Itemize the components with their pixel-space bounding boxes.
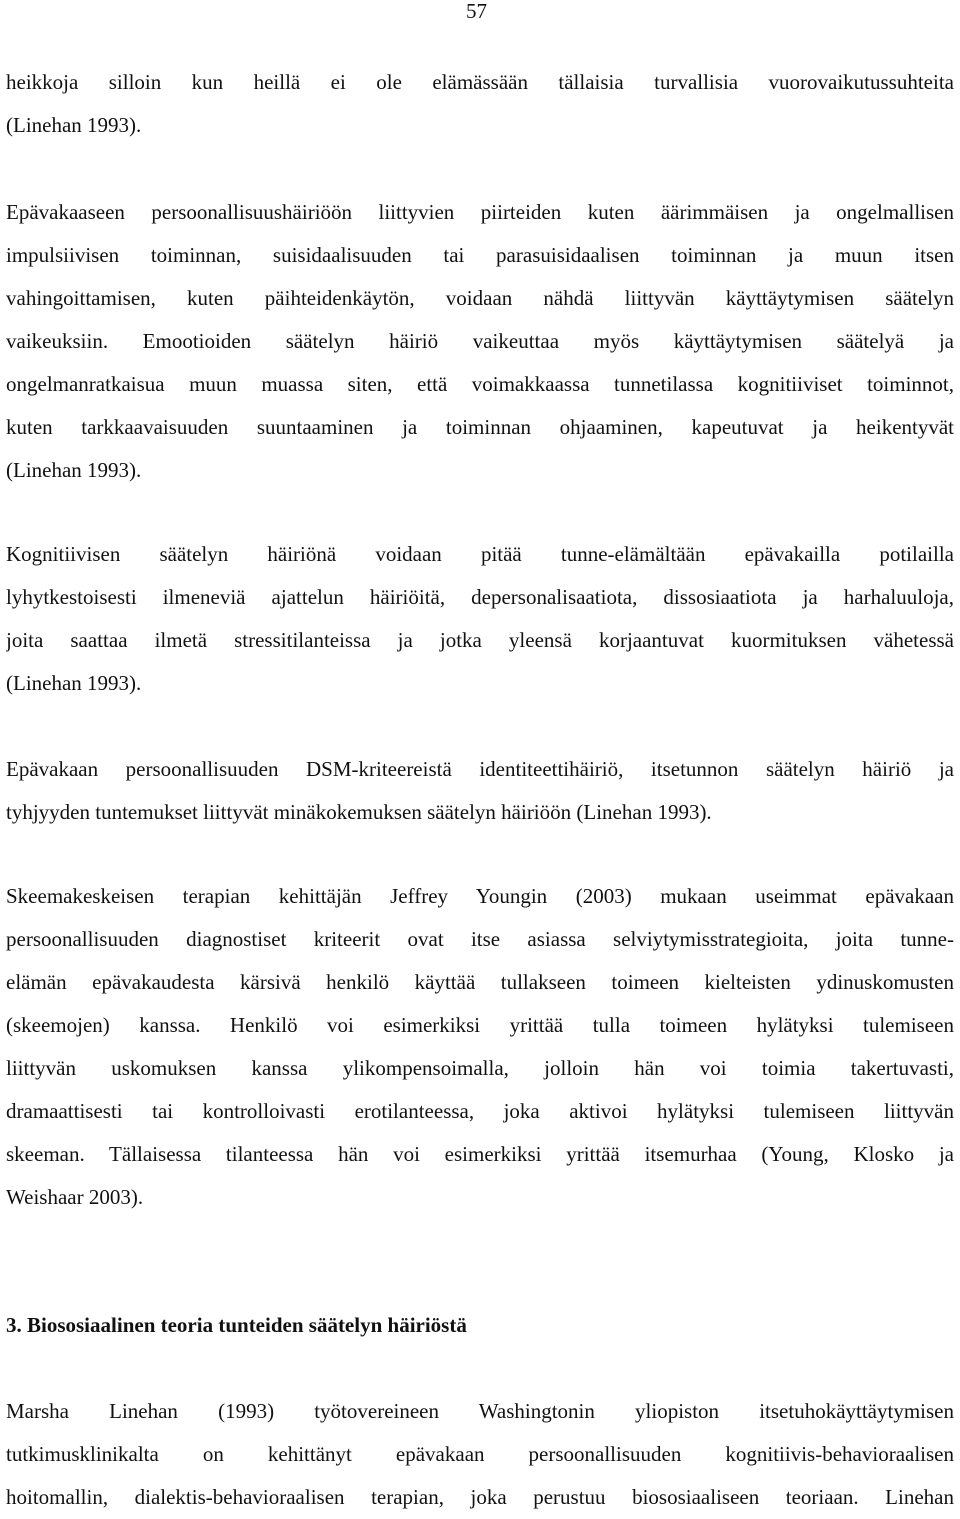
paragraph-5 xyxy=(6,875,954,1219)
text-line: liittyvän uskomuksen kanssa ylikompensoimalla, jolloin hän voi toimia takertuvasti, xyxy=(6,1056,954,1080)
section-heading: 3. Biososiaalinen teoria tunteiden säätelyn häiriöstä xyxy=(6,1313,467,1337)
text-line: Kognitiivisen säätelyn häiriönä voidaan pitää tunne-elämältään epävakailla potilailla xyxy=(6,542,954,566)
text-line: tutkimusklinikalta on kehittänyt epävakaan persoonallisuuden kognitiivis-behavioraalisen xyxy=(6,1442,954,1466)
text-line: hoitomallin, dialektis-behavioraalisen terapian, joka perustuu biososiaaliseen teoriaan. Linehan xyxy=(6,1485,954,1509)
text-line: Skeemakeskeisen terapian kehittäjän Jeffrey Youngin (2003) mukaan useimmat epävakaan xyxy=(6,884,954,908)
text-line: (Linehan 1993). xyxy=(6,671,142,695)
text-line: vahingoittamisen, kuten päihteidenkäytön, voidaan nähdä liittyvän käyttäytymisen säätelyn xyxy=(6,286,954,310)
paragraph-2 xyxy=(6,191,954,492)
text-line: Marsha Linehan (1993) työtovereineen Washingtonin yliopiston itsetuhokäyttäytymisen xyxy=(6,1399,954,1423)
text-line: heikkoja silloin kun heillä ei ole elämässään tällaisia turvallisia vuorovaikutussuhteita xyxy=(6,70,954,94)
page-number: 57 xyxy=(466,0,487,23)
text-line: (skeemojen) kanssa. Henkilö voi esimerkiksi yrittää tulla toimeen hylätyksi tulemiseen xyxy=(6,1013,954,1037)
text-line: kuten tarkkaavaisuuden suuntaaminen ja toiminnan ohjaaminen, kapeutuvat ja heikentyvät xyxy=(6,415,954,439)
paragraph-1 xyxy=(6,61,954,147)
text-line: Epävakaaseen persoonallisuushäiriöön liittyvien piirteiden kuten äärimmäisen ja ongelmallisen xyxy=(6,200,954,224)
text-line: dramaattisesti tai kontrolloivasti erotilanteessa, joka aktivoi hylätyksi tulemiseen liittyvän xyxy=(6,1099,954,1123)
text-line: joita saattaa ilmetä stressitilanteissa ja jotka yleensä korjaantuvat kuormituksen vähetessä xyxy=(6,628,954,652)
text-line: (Linehan 1993). xyxy=(6,458,142,482)
text-line: tyhjyyden tuntemukset liittyvät minäkokemuksen säätelyn häiriöön (Linehan 1993). xyxy=(6,800,712,824)
text-line: impulsiivisen toiminnan, suisidaalisuuden tai parasuisidaalisen toiminnan ja muun itsen xyxy=(6,243,954,267)
text-line: persoonallisuuden diagnostiset kriteerit ovat itse asiassa selviytymisstrategioita, joita tunne- xyxy=(6,927,954,951)
text-line: ongelmanratkaisua muun muassa siten, että voimakkaassa tunnetilassa kognitiiviset toiminnot, xyxy=(6,372,954,396)
text-line: lyhytkestoisesti ilmeneviä ajattelun häiriöitä, depersonalisaatiota, dissosiaatiota ja harhaluuloja, xyxy=(6,585,954,609)
text-line: skeeman. Tällaisessa tilanteessa hän voi esimerkiksi yrittää itsemurhaa (Young, Klosko ja xyxy=(6,1142,954,1166)
paragraph-6 xyxy=(6,1390,954,1519)
text-line: vaikeuksiin. Emootioiden säätelyn häiriö vaikeuttaa myös käyttäytymisen säätelyä ja xyxy=(6,329,954,353)
text-line: Epävakaan persoonallisuuden DSM-kriteereistä identiteettihäiriö, itsetunnon säätelyn häiriö ja xyxy=(6,757,954,781)
text-line: (Linehan 1993). xyxy=(6,113,142,137)
text-line: elämän epävakaudesta kärsivä henkilö käyttää tullakseen toimeen kielteisten ydinuskomusten xyxy=(6,970,954,994)
paragraph-4 xyxy=(6,748,954,834)
paragraph-3 xyxy=(6,533,954,705)
text-line: Weishaar 2003). xyxy=(6,1185,144,1209)
